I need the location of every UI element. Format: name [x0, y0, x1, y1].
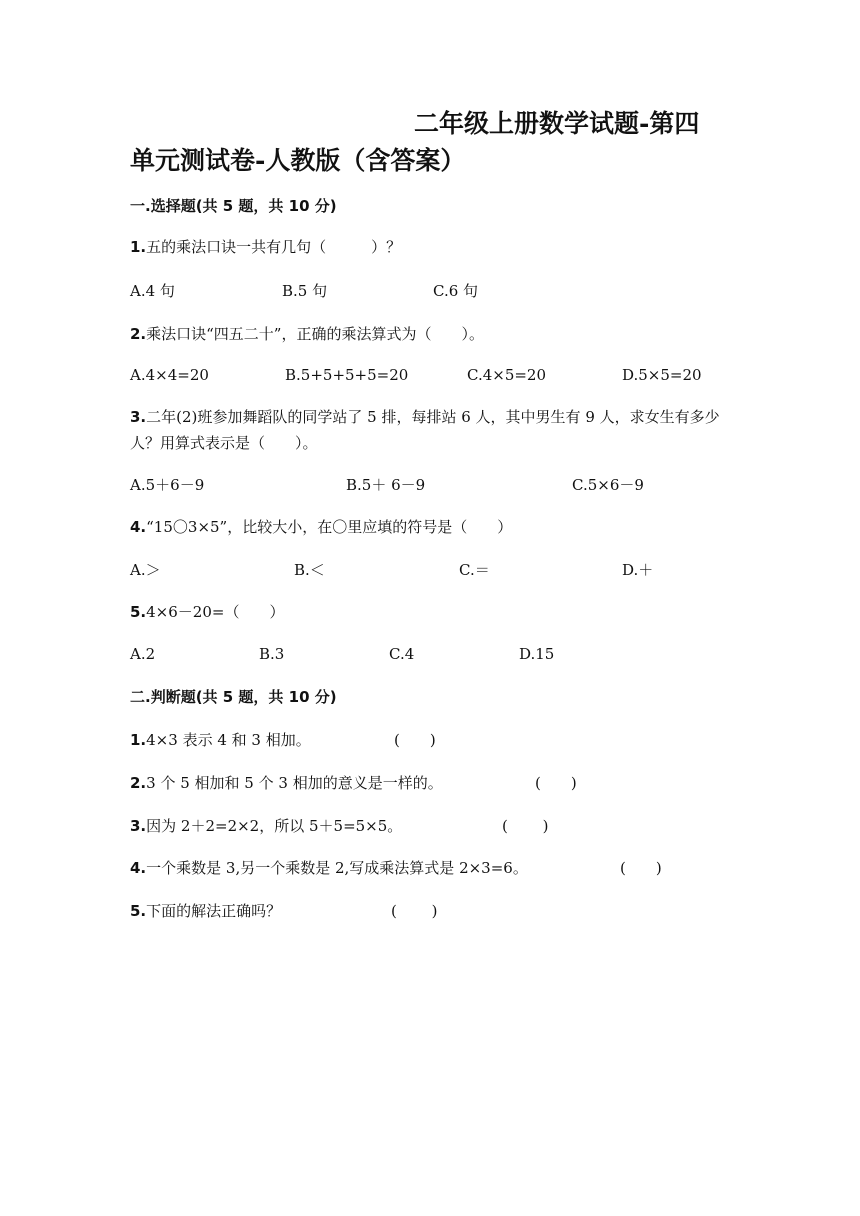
choice-question-3: [130, 404, 730, 456]
question-text: 4×6－20=（ ）: [146, 603, 285, 621]
judgement-question-2: [130, 772, 443, 793]
choice-question-2: [130, 323, 484, 344]
question-text: 五的乘法口诀一共有几句（ ）？: [146, 238, 402, 256]
option-c[interactable]: C.5×6－9: [572, 476, 644, 494]
judgement-question-1: [130, 729, 311, 750]
question-number: 3.: [130, 408, 147, 426]
question-text: “15〇3×5”，比较大小，在〇里应填的符号是（ ）: [146, 518, 513, 536]
question-number: 4.: [130, 518, 147, 536]
section-heading-judgement: 二.判断题(共 5 题，共 10 分): [130, 688, 337, 706]
option-c[interactable]: C.＝: [459, 561, 490, 579]
choice-question-1: [130, 236, 401, 257]
judgement-question-4: [130, 857, 528, 878]
choice-question-5: [130, 601, 284, 622]
question-number: 2.: [130, 325, 147, 343]
option-a[interactable]: A.5＋6－9: [130, 476, 205, 494]
option-d[interactable]: D.＋: [622, 561, 654, 579]
question-text: 4×3 表示 4 和 3 相加。: [146, 731, 311, 749]
option-b[interactable]: B.5＋ 6－9: [346, 476, 426, 494]
option-b[interactable]: B.5 句: [282, 282, 328, 300]
option-b[interactable]: B.3: [259, 645, 285, 663]
option-a[interactable]: A.2: [130, 645, 156, 663]
option-b[interactable]: B.5+5+5+5=20: [285, 366, 409, 384]
question-number: 5.: [130, 902, 147, 920]
judgement-question-3: [130, 815, 402, 836]
question-number: 4.: [130, 859, 147, 877]
option-b[interactable]: B.＜: [294, 561, 325, 579]
section-heading-choice: 一.选择题(共 5 题，共 10 分): [130, 197, 337, 215]
choice-question-4: [130, 516, 512, 537]
answer-blank[interactable]: ( ): [535, 774, 577, 792]
question-number: 2.: [130, 774, 147, 792]
answer-blank[interactable]: ( ): [620, 859, 662, 877]
question-text: 一个乘数是 3,另一个乘数是 2,写成乘法算式是 2×3=6。: [146, 859, 528, 877]
question-text: 因为 2＋2=2×2，所以 5＋5=5×5。: [146, 817, 403, 835]
judgement-question-5: [130, 900, 281, 921]
question-text: 3 个 5 相加和 5 个 3 相加的意义是一样的。: [146, 774, 443, 792]
question-number: 1.: [130, 731, 147, 749]
question-number: 5.: [130, 603, 147, 621]
option-c[interactable]: C.4: [389, 645, 415, 663]
page-title-line-2: 单元测试卷-人教版（含答案）: [130, 146, 466, 175]
question-text: 二年(2)班参加舞蹈队的同学站了 5 排，每排站 6 人，其中男生有 9 人，求女生有多少人？用算式表示是（ ）。: [130, 408, 720, 452]
page-title-line-1: 二年级上册数学试题-第四: [414, 109, 700, 138]
question-number: 1.: [130, 238, 147, 256]
answer-blank[interactable]: ( ): [391, 902, 438, 920]
option-a[interactable]: A.4 句: [130, 282, 175, 300]
question-text: 下面的解法正确吗？: [146, 902, 282, 920]
option-c[interactable]: C.6 句: [433, 282, 479, 300]
question-text: 乘法口诀“四五二十”，正确的乘法算式为（ ）。: [146, 325, 484, 343]
answer-blank[interactable]: ( ): [394, 731, 436, 749]
option-a[interactable]: A.＞: [130, 561, 161, 579]
option-d[interactable]: D.5×5=20: [622, 366, 702, 384]
option-a[interactable]: A.4×4=20: [130, 366, 209, 384]
answer-blank[interactable]: ( ): [502, 817, 549, 835]
option-c[interactable]: C.4×5=20: [467, 366, 547, 384]
option-d[interactable]: D.15: [519, 645, 555, 663]
question-number: 3.: [130, 817, 147, 835]
